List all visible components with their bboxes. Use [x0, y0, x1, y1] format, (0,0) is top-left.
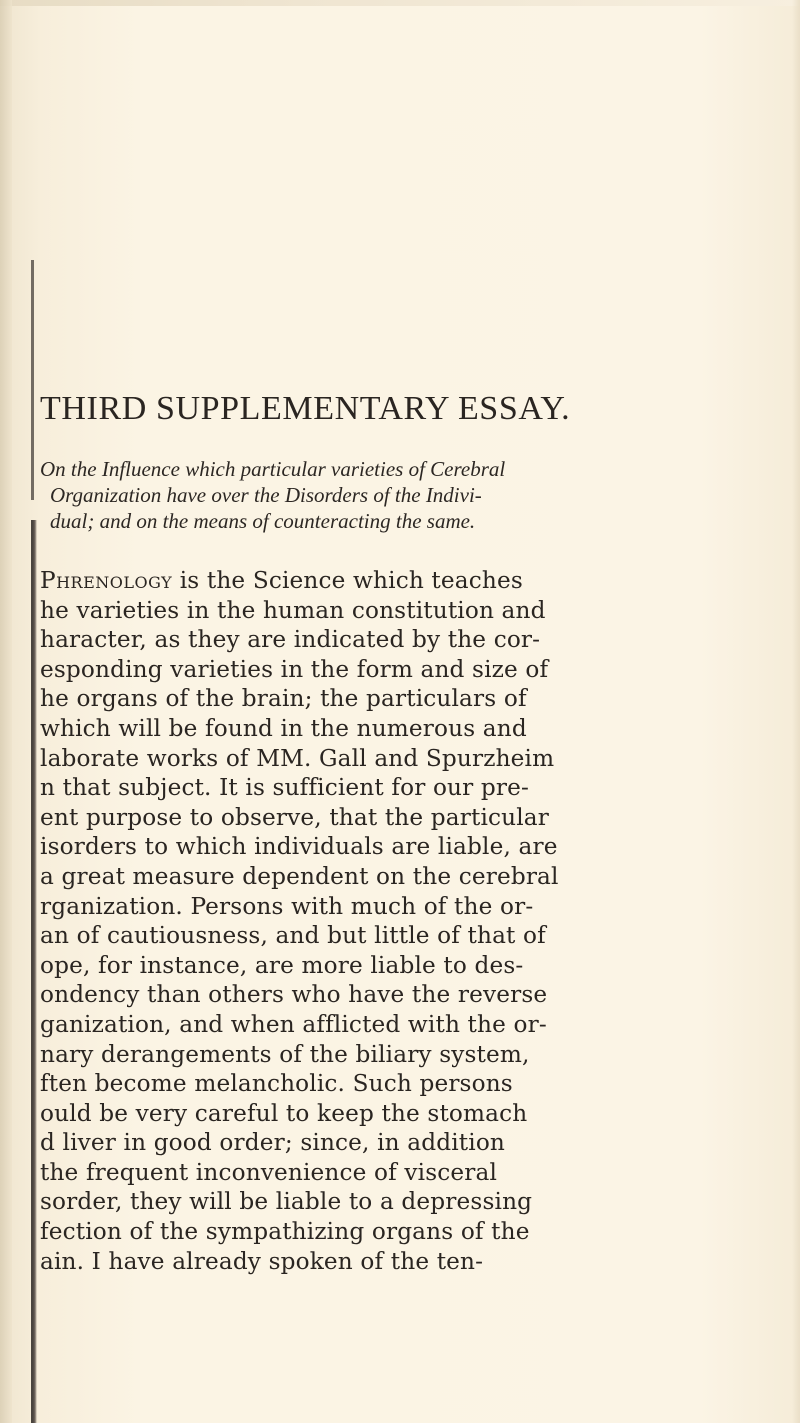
body-line [40, 566, 780, 596]
page-top-edge [0, 0, 800, 6]
essay-subtitle [40, 456, 760, 534]
page-right-edge [792, 0, 800, 1423]
body-line: ganization, and when afflicted with the or- [40, 1010, 547, 1038]
body-line: ould be very careful to keep the stomach [40, 1099, 528, 1127]
body-line: isorders to which individuals are liable, are [40, 833, 558, 861]
body-line: haracter, as they are indicated by the cor- [40, 626, 541, 654]
body-line: ent purpose to observe, that the particular [40, 803, 550, 831]
body-line: nary derangements of the biliary system, [40, 1040, 530, 1068]
body-line: an of cautiousness, and but little of that of [40, 922, 546, 950]
body-line: n that subject. It is sufficient for our pre- [40, 774, 529, 802]
body-line: fection of the sympathizing organs of the [40, 1218, 530, 1246]
subtitle-line: dual; and on the means of counteracting the same. [50, 509, 476, 533]
binding-shadow [0, 0, 12, 1423]
essay-body [40, 566, 780, 1276]
body-line: ften become melancholic. Such persons [40, 1070, 513, 1098]
body-line-text: is the Science which teaches [172, 567, 523, 594]
body-line: the frequent inconvenience of visceral [40, 1158, 498, 1186]
body-line: a great measure dependent on the cerebral [40, 862, 559, 890]
body-line: which will be found in the numerous and [40, 714, 527, 742]
body-line: rganization. Persons with much of the or- [40, 892, 534, 920]
body-line: sorder, they will be liable to a depressing [40, 1188, 533, 1216]
body-line: he varieties in the human constitution and [40, 596, 546, 624]
gutter-edge [31, 520, 37, 1423]
subtitle-line: Organization have over the Disorders of the Indivi- [50, 483, 482, 507]
body-line: he organs of the brain; the particulars of [40, 685, 527, 713]
body-line: ain. I have already spoken of the ten- [40, 1247, 484, 1275]
body-line: d liver in good order; since, in addition [40, 1129, 506, 1157]
opening-word: Phrenology [40, 567, 173, 594]
subtitle-line: On the Influence which particular varieties of Cerebral [40, 457, 506, 481]
body-line: laborate works of MM. Gall and Spurzheim [40, 744, 555, 772]
body-line: ope, for instance, are more liable to des- [40, 951, 524, 979]
gutter-edge-upper [31, 260, 34, 500]
body-line: ondency than others who have the reverse [40, 981, 548, 1009]
essay-title: THIRD SUPPLEMENTARY ESSAY. [40, 390, 571, 427]
body-line: esponding varieties in the form and size of [40, 655, 549, 683]
